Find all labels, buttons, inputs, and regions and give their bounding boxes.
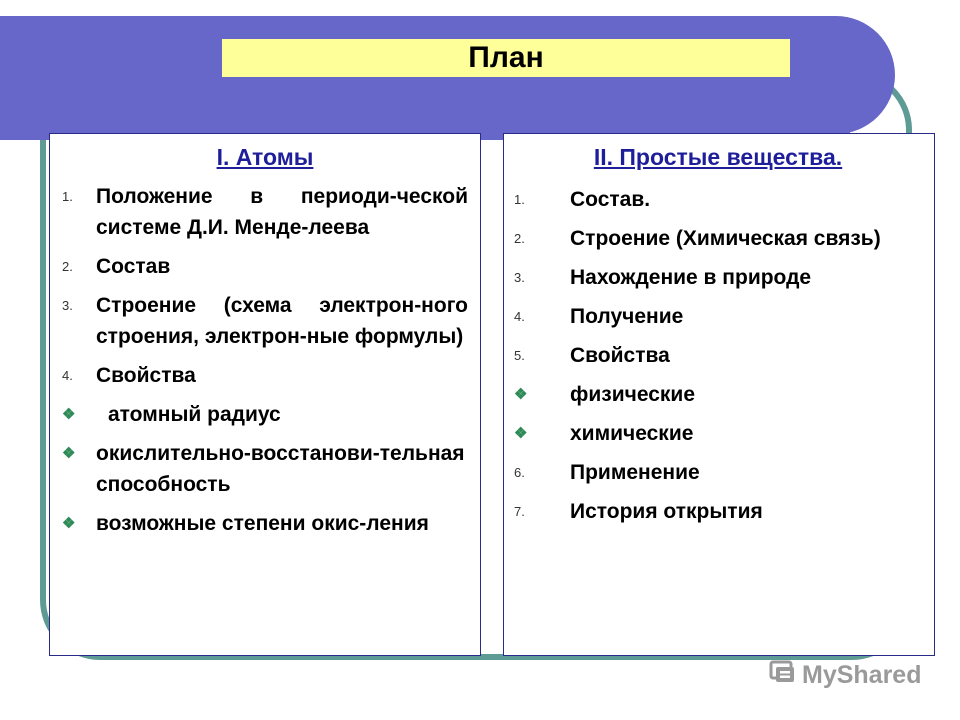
list-number: 2. — [514, 231, 525, 246]
simple-substances-list — [514, 184, 922, 527]
list-item-text: Положение в периоди-ческой системе Д.И. Менде-леева — [96, 185, 468, 239]
list-item — [62, 181, 468, 243]
list-number: 7. — [514, 504, 525, 519]
list-item — [62, 399, 468, 430]
list-number: 4. — [514, 309, 525, 324]
list-item-text: окислительно-восстанови-тельная способность — [96, 442, 465, 496]
myshared-watermark[interactable] — [768, 657, 921, 693]
list-item — [514, 496, 922, 527]
list-number: 5. — [514, 348, 525, 363]
list-item — [62, 251, 468, 282]
list-item — [514, 262, 922, 293]
list-item — [514, 301, 922, 332]
watermark-text: MyShared — [802, 660, 922, 689]
list-item — [62, 360, 468, 391]
slide-title: План — [222, 39, 790, 77]
list-item-text: Строение (схема электрон-ного строения, электрон-ные формулы) — [96, 294, 468, 348]
list-number: 3. — [62, 298, 73, 313]
list-number: 2. — [62, 259, 73, 274]
list-item — [514, 457, 922, 488]
list-item-text: атомный радиус — [108, 403, 281, 426]
list-number: 4. — [62, 368, 73, 383]
list-item-text: химические — [570, 422, 694, 445]
list-item-text: Свойства — [570, 344, 670, 367]
list-item-text: Состав. — [570, 188, 651, 211]
list-item-text: Применение — [570, 461, 700, 484]
list-item — [514, 340, 922, 371]
diamond-bullet-icon: ❖ — [62, 445, 76, 462]
list-item — [514, 379, 922, 410]
list-item — [62, 508, 468, 539]
list-item-text: возможные степени окис-ления — [96, 512, 429, 535]
diamond-bullet-icon: ❖ — [514, 425, 528, 442]
list-item — [514, 418, 922, 449]
diamond-bullet-icon: ❖ — [62, 406, 76, 423]
list-item-text: Свойства — [96, 364, 196, 387]
list-item — [62, 290, 468, 352]
list-item-text: Строение (Химическая связь) — [570, 227, 881, 250]
list-item-text: физические — [570, 383, 696, 406]
list-item — [514, 223, 922, 254]
atoms-heading: I. Атомы — [216, 144, 314, 170]
atoms-list — [62, 181, 468, 539]
list-item-text: Состав — [96, 255, 171, 278]
simple-substances-panel — [503, 133, 935, 656]
list-item-text: История открытия — [570, 500, 763, 523]
atoms-panel — [49, 133, 481, 656]
list-number: 3. — [514, 270, 525, 285]
list-item — [62, 438, 468, 500]
list-item-text: Нахождение в природе — [570, 266, 812, 289]
list-item — [514, 184, 922, 215]
list-number: 1. — [62, 189, 73, 204]
diamond-bullet-icon: ❖ — [62, 515, 76, 532]
myshared-logo-icon — [768, 657, 802, 694]
list-number: 1. — [514, 192, 525, 207]
list-item-text: Получение — [570, 305, 684, 328]
diamond-bullet-icon: ❖ — [514, 386, 528, 403]
simple-substances-heading: II. Простые вещества. — [593, 144, 843, 170]
list-number: 6. — [514, 465, 525, 480]
